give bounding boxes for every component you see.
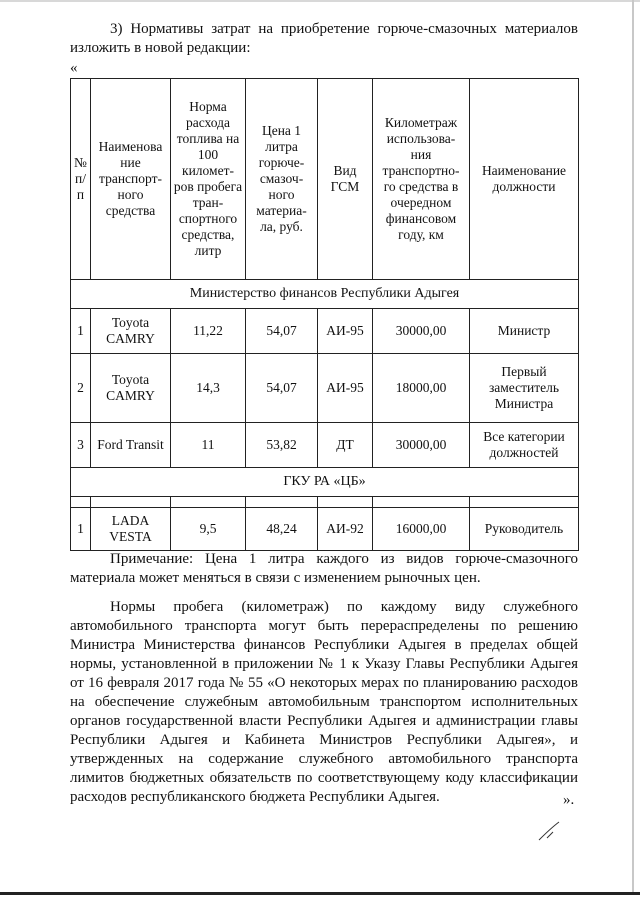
cell-mileage: 30000,00 (373, 423, 470, 468)
cell-price: 53,82 (246, 423, 318, 468)
cell-price: 48,24 (246, 508, 318, 551)
section-row (71, 280, 579, 309)
cell-number: 1 (71, 508, 91, 551)
cell-fuel-type: АИ-92 (318, 508, 373, 551)
cell-vehicle: Toyota CAMRY (91, 309, 171, 354)
cell-position: Все категории должностей (470, 423, 579, 468)
cell-position: Руководитель (470, 508, 579, 551)
table-row (71, 423, 579, 468)
header-position: Наименование должности (470, 79, 579, 280)
table-header-row (71, 79, 579, 280)
spacer-cell (171, 497, 246, 508)
spacer-row (71, 497, 579, 508)
spacer-cell (71, 497, 91, 508)
page-edge-right (632, 0, 634, 895)
note-paragraph: Примечание: Цена 1 литра каждого из видов горюче-смазочного материала может меняться в связи с изменением рыночных цен. (70, 551, 578, 586)
page-edge-top (0, 0, 640, 2)
opening-quote: « (70, 60, 78, 76)
cell-vehicle: Ford Transit (91, 423, 171, 468)
spacer-cell (246, 497, 318, 508)
cell-mileage: 18000,00 (373, 354, 470, 423)
cell-vehicle: Toyota CAMRY (91, 354, 171, 423)
cell-fuel-rate: 11 (171, 423, 246, 468)
cell-price: 54,07 (246, 354, 318, 423)
closing-quote: ». (563, 792, 575, 808)
section-ministry-of-finance: Министерство финансов Республики Адыгея (71, 280, 579, 309)
cell-position: Первый заместитель Министра (470, 354, 579, 423)
table-row (71, 354, 579, 423)
spacer-cell (91, 497, 171, 508)
cell-fuel-type: ДТ (318, 423, 373, 468)
table-row (71, 309, 579, 354)
cell-vehicle: LADA VESTA (91, 508, 171, 551)
spacer-cell (318, 497, 373, 508)
cell-mileage: 16000,00 (373, 508, 470, 551)
header-number: № п/п (71, 79, 91, 280)
cell-fuel-rate: 9,5 (171, 508, 246, 551)
cell-fuel-rate: 14,3 (171, 354, 246, 423)
header-fuel-type: Вид ГСМ (318, 79, 373, 280)
intro-paragraph: 3) Нормативы затрат на приобретение горюче-смазочных материалов изложить в новой редакции: (70, 21, 578, 56)
signature-mark (535, 810, 565, 850)
fuel-norms-table (70, 78, 579, 551)
header-mileage: Километраж использова- ния транспортно- го средства в очередном финансовом году, км (373, 79, 470, 280)
section-gku-ra-cb: ГКУ РА «ЦБ» (71, 468, 579, 497)
body-paragraph: Нормы пробега (километраж) по каждому виду служебного автомобильного транспорта могут быть перераспределены по решению Министра Министерства финансов Республики Адыгея в пределах общей нормы, установленной в приложении № 1 к Указу Главы Республики Адыгея от 16 февраля 2017 года № 55 «О некоторых мерах по планированию расходов на обеспечение служебным автомобильным транспортом исполнительных органов государственной власти Республики Адыгея и администрации главы Республики Адыгея и Кабинета Министров Республики Адыгея», и утвержденных на содержание служебного автомобильного транспорта лимитов бюджетных обязательств по соответствующему коду классификации расходов республиканского бюджета Республики Адыгея. (70, 599, 578, 805)
cell-number: 3 (71, 423, 91, 468)
header-fuel-price: Цена 1 литра горюче- смазоч- ного материа- ла, руб. (246, 79, 318, 280)
section-row (71, 468, 579, 497)
cell-number: 1 (71, 309, 91, 354)
header-fuel-rate: Норма расхода топлива на 100 километ- ров пробега тран- спортного средства, литр (171, 79, 246, 280)
spacer-cell (373, 497, 470, 508)
header-vehicle-name: Наименова ние транспорт- ного средства (91, 79, 171, 280)
table-row (71, 508, 579, 551)
page-edge-bottom (0, 892, 640, 895)
cell-fuel-type: АИ-95 (318, 354, 373, 423)
cell-mileage: 30000,00 (373, 309, 470, 354)
spacer-cell (470, 497, 579, 508)
cell-fuel-rate: 11,22 (171, 309, 246, 354)
cell-position: Министр (470, 309, 579, 354)
cell-number: 2 (71, 354, 91, 423)
cell-price: 54,07 (246, 309, 318, 354)
cell-fuel-type: АИ-95 (318, 309, 373, 354)
